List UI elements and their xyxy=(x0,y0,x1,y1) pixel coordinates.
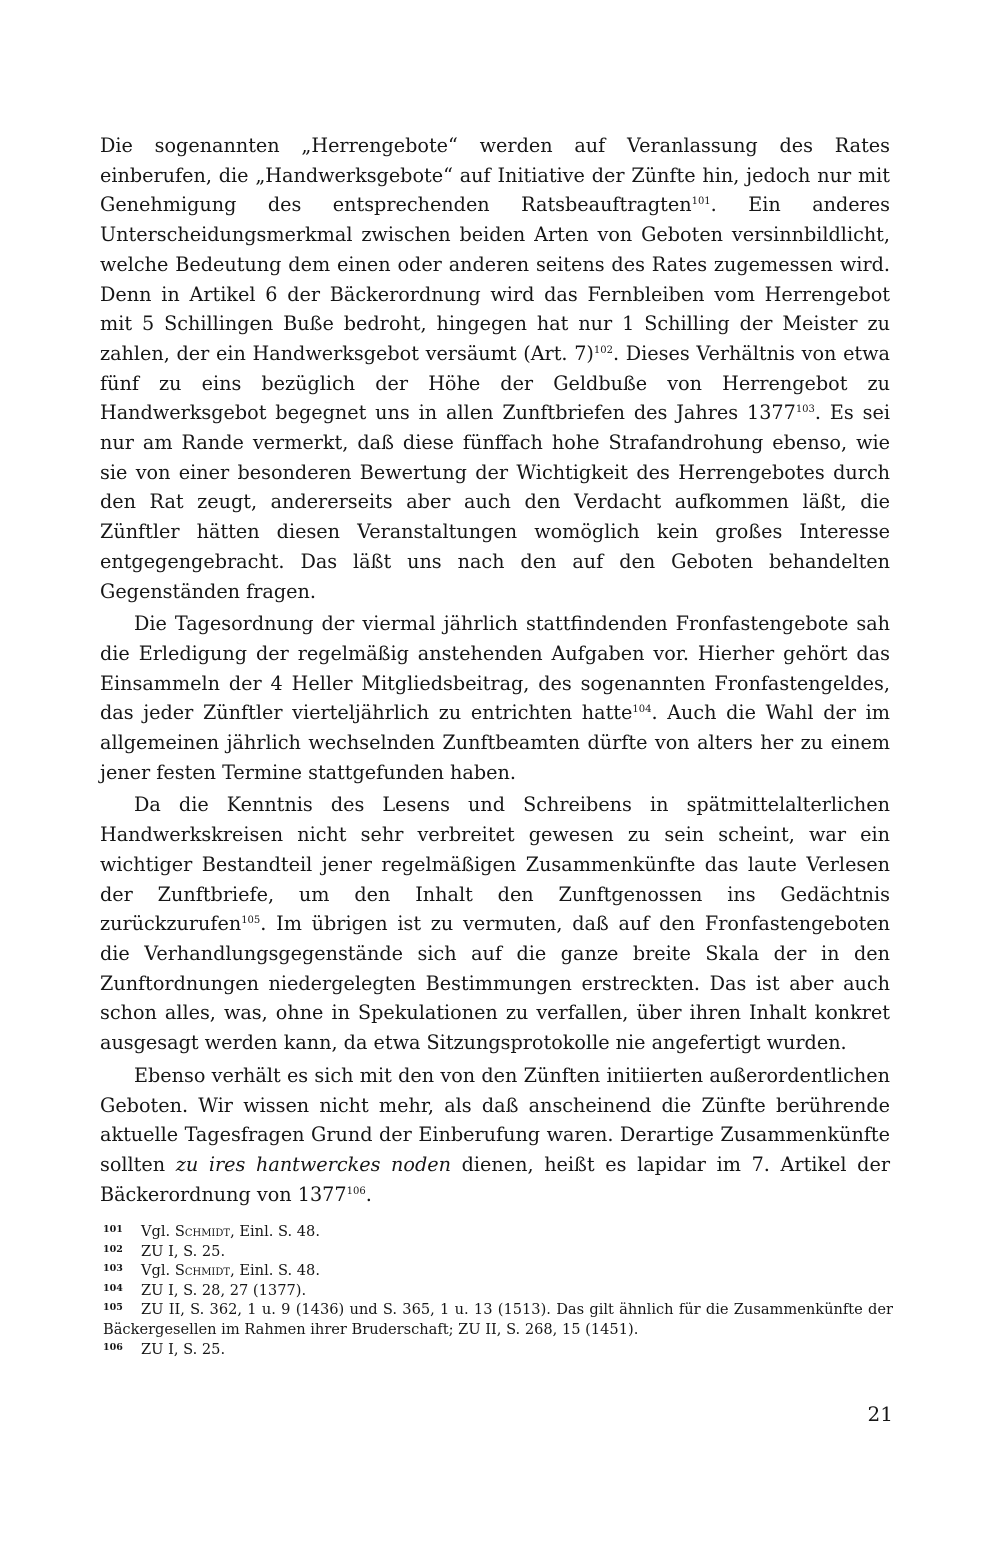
paragraph-text: dienen, heißt es lapidar im 7. Artikel der Bäckerordnung von 1377 xyxy=(100,1152,890,1206)
footnote-ref: 102 xyxy=(593,344,613,356)
footnote-ref: 106 xyxy=(346,1185,366,1197)
footnote-ref: 105 xyxy=(241,915,261,927)
footnote-ref: 101 xyxy=(691,196,711,208)
footnote: 106 ZU I, S. 25. xyxy=(103,1340,226,1358)
footnote-text: ZU II, S. 362, 1 u. 9 (1436) und S. 365, 1 u. 13 (1513). Das gilt ähnlich für die Zusammenkünfte der Bäckergesellen im Rahmen ihrer Bruderschaft; ZU II, S. 268, 15 (1451). xyxy=(103,1301,893,1338)
paragraph-text: Die sogenannten „Herrengebote“ werden auf Veranlassung des Rates einberufen, die „Handwerksgebote“ auf Initiative der Zünfte hin, jedoch nur mit Genehmigung des entsprechenden Ratsbeauftragten xyxy=(100,134,890,217)
paragraph-text: . Es sei nur am Rande vermerkt, daß diese fünffach hohe Strafandrohung ebenso, wie sie von einer besonderen Bewertung der Wichtigkeit des Herrengebotes durch den Rat zeugt, andererseits aber auch den Verdacht aufkommen läßt, die Zünftler hätten diesen Veranstaltungen womöglich kein großes Interesse entgegengebracht. Das läßt uns nach den auf den Geboten behandelten Gegenständen fragen. xyxy=(100,401,890,603)
paragraph-text: . Dieses Verhältnis von etwa fünf zu eins bezüglich der Höhe der Geldbuße von Herrengebot zu Handwerksgebot begegnet uns in allen Zunftbriefen des Jahres 1377 xyxy=(100,341,890,425)
footnote: 102 ZU I, S. 25. xyxy=(103,1242,226,1260)
paragraph-text: Die Tagesordnung der viermal jährlich stattfindenden Fronfastengebote sah die Erledigung der regelmäßig anstehenden Aufgaben vor. Hierher gehört das Einsammeln der 4 Heller Mitgliedsbeitrag, des sogenannten Fronfastengeldes, das jeder Zünftler vierteljährlich zu entrichten hatte xyxy=(100,612,890,725)
footnote: 104 ZU I, S. 28, 27 (1377). xyxy=(103,1281,307,1299)
italic-quote: zu ires hantwerckes noden xyxy=(175,1152,451,1176)
paragraph-text: . xyxy=(365,1182,372,1206)
footnote-text: Vgl. xyxy=(141,1262,175,1280)
paragraph-text: . Ein anderes Unterscheidungsmerkmal zwischen beiden Arten von Geboten versinnbildlicht, welche Bedeutung dem einen oder anderen seitens des Rates zugemessen wird. Denn in Artikel 6 der Bäckerordnung wird das Fernbleiben vom Herrengebot mit 5 Schillingen Buße bedroht, hingegen hat nur 1 Schilling der Meister zu zahlen, der ein Handwerksgebot versäumt (Art. 7) xyxy=(100,193,890,365)
footnote-text: ZU I, S. 25. xyxy=(141,1340,226,1358)
paragraph xyxy=(100,131,890,606)
footnote: 101 Vgl. Schmidt, Einl. S. 48. xyxy=(103,1223,320,1240)
paragraph-text: Ebenso verhält es sich mit den von den Zünften initiierten außerordentlichen Geboten. Wir wissen nicht mehr, als daß anscheinend die Zünfte berührende aktuelle Tagesfragen Grund der Einberufung waren. Derartige Zusammenkünfte sollten xyxy=(100,1063,890,1176)
body-text xyxy=(100,131,890,1209)
paragraph xyxy=(100,1061,890,1210)
footnote-text: ZU I, S. 25. xyxy=(141,1242,226,1260)
paragraph-text: . Im übrigen ist zu vermuten, daß auf den Fronfastengeboten die Verhandlungsgegenstände sich auf die ganze breite Skala der in den Zunftordnungen niedergelegten Bestimmungen erstreckten. Das ist aber auch schon alles, was, ohne in Spekulationen zu verfallen, über ihren Inhalt konkret ausgesagt werden kann, da etwa Sitzungsprotokolle nie angefertigt wurden. xyxy=(100,912,890,1055)
author-name: Schmidt xyxy=(174,1262,231,1280)
author-name: Schmidt xyxy=(174,1223,231,1240)
footnote: 103 Vgl. Schmidt, Einl. S. 48. xyxy=(103,1262,320,1280)
footnote-ref: 104 xyxy=(632,704,652,716)
paragraph-text: . Auch die Wahl der im allgemeinen jährlich wechselnden Zunftbeamten dürfte von alters her zu einem jener festen Termine stattgefunden haben. xyxy=(100,701,890,784)
footnote-ref: 103 xyxy=(795,404,815,416)
paragraph xyxy=(100,609,890,787)
footnote-text: Vgl. xyxy=(141,1223,175,1240)
footnote-text: ZU I, S. 28, 27 (1377). xyxy=(141,1281,307,1299)
page-number: 21 xyxy=(867,1402,893,1426)
footnote-text: , Einl. S. 48. xyxy=(230,1262,320,1280)
paragraph xyxy=(100,790,890,1057)
footnotes xyxy=(103,1222,893,1359)
footnote-text: , Einl. S. 48. xyxy=(230,1223,320,1240)
paragraph-text: Da die Kenntnis des Lesens und Schreibens in spätmittelalterlichen Handwerkskreisen nicht sehr verbreitet gewesen zu sein scheint, war ein wichtiger Bestandteil jener regelmäßigen Zusammenkünfte das laute Verlesen der Zunftbriefe, um den Inhalt den Zunftgenossen ins Gedächtnis zurückzurufen xyxy=(100,793,890,936)
footnote: 105 ZU II, S. 362, 1 u. 9 (1436) und S. 365, 1 u. 13 (1513). Das gilt ähnlich für die Zusammenkünfte der Bäckergesellen im Rahmen ihrer Bruderschaft; ZU II, S. 268, 15 (1451). xyxy=(103,1301,893,1338)
